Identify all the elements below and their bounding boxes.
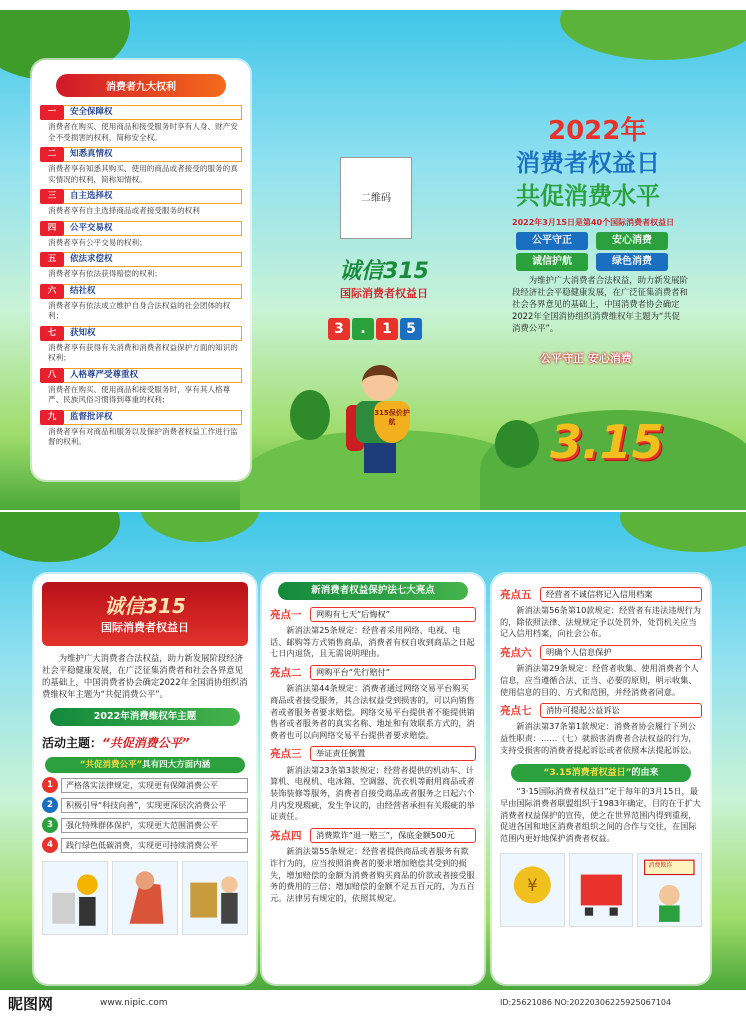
highlight-head <box>500 644 702 660</box>
right-number: 三 <box>40 189 64 204</box>
highlight-head <box>270 746 476 762</box>
direction-text: 践行绿色低碳消费，实现更可持续消费公平 <box>61 838 248 853</box>
right-description: 消费者在购买、使用商品和接受服务时享有人身、财产安全不受损害的权利，简称安全权。 <box>48 122 238 142</box>
law-highlights-list <box>270 606 476 905</box>
right-name: 获知权 <box>64 326 242 341</box>
law-highlight <box>270 746 476 824</box>
kid-legs <box>364 443 396 473</box>
rights-list <box>40 105 242 448</box>
highlight-head <box>500 586 702 602</box>
right-number: 五 <box>40 252 64 267</box>
watermark-url: www.nipic.com <box>100 998 168 1008</box>
sign-label: 消费欺诈 <box>648 861 673 869</box>
highlight-text: 新消法第23条第3款规定：经营者提供的机动车、计算机、电视机、电冰箱、空调器、洗衣机等耐用商品或者装饰装修等服务，消费者自接受商品或者服务之日起六个月内发现瑕疵，发生争议的，由经营者承担有关瑕疵的举证责任。 <box>270 764 475 822</box>
number-tile: 3 <box>328 318 350 340</box>
direction-item <box>42 817 248 833</box>
direction-number: 2 <box>42 797 58 813</box>
right-number: 四 <box>40 221 64 236</box>
right-head <box>40 284 242 299</box>
right-name: 依法求偿权 <box>64 252 242 267</box>
highlight-name: 经营者不诚信将记入信用档案 <box>540 587 702 602</box>
direction-text: 严格落实法律规定，实现更有保障消费公平 <box>61 778 248 793</box>
shield-icon: 315保价护航 <box>374 401 410 443</box>
directions-title-highlight: “共促消费公平” <box>79 760 143 770</box>
illustration-shopping <box>569 853 634 927</box>
origin-title-highlight: “3.15消费者权益日” <box>543 768 632 779</box>
origin-text: “3·15国际消费者权益日”定于每年的3月15日，最早由国际消费者联盟组织于1983年确定，目的在于扩大消费者权益保护的宣传，使之在世界范围内得到重视，促进各国和地区消费者组织之间的合作与交往，在国际范围内更好地保护消费者权益。 <box>500 786 701 844</box>
right-head <box>40 326 242 341</box>
integrity-315-badge <box>314 254 454 301</box>
cover-date-line: 2022年3月15日是第40个国际消费者权益日 <box>512 218 675 227</box>
highlight-tag: 亮点二 <box>270 666 302 679</box>
highlight-tag: 亮点三 <box>270 748 302 761</box>
tag-integrity: 诚信护航 <box>516 253 588 271</box>
right-head <box>40 221 242 236</box>
cover-paragraph: 为维护广大消费者合法权益，助力新发展阶段经济社会平稳健康发展，在广泛征集消费者和社会各界意见的基础上，中国消费者协会确定2022年全国消协组织消费维权年主题为“共促消费公平”。 <box>512 275 688 333</box>
law-highlight <box>270 606 476 660</box>
brochure-outer-side <box>0 10 746 510</box>
highlight-name: 网购平台“先行赔付” <box>310 665 476 680</box>
cover-slogan: 公平守正 安心消费 <box>540 352 632 365</box>
right-item <box>40 252 242 280</box>
right-number: 六 <box>40 284 64 299</box>
theme-value: “共促消费公平” <box>102 736 190 750</box>
tree-foliage <box>620 512 746 552</box>
right-item <box>40 284 242 322</box>
right-description: 消费者享有依法获得赔偿的权利； <box>48 269 162 278</box>
right-description: 消费者享有知悉其购买、使用的商品或者接受的服务的真实情况的权利，简称知情权。 <box>48 164 238 184</box>
highlight-head <box>270 664 476 680</box>
superhero-kid-illustration <box>340 365 420 475</box>
highlight-name: 网购有七天“后悔权” <box>310 607 476 622</box>
watermark-id: ID:25621086 NO:20220306225925067104 <box>500 998 672 1007</box>
highlight-text: 新消法第25条规定：经营者采用网络、电视、电话、邮购等方式销售商品，消费者有权自收到商品之日起七日内退货，且无需说明理由。 <box>270 625 475 659</box>
tree-foliage <box>560 10 746 60</box>
panel-theme <box>34 574 256 984</box>
highlight-text: 新消法第29条规定：经营者收集、使用消费者个人信息，应当遵循合法、正当、必要的原则，明示收集、使用信息的目的、方式和范围，并经消费者同意。 <box>500 663 699 697</box>
direction-item <box>42 837 248 853</box>
highlight-tag: 亮点七 <box>500 704 532 717</box>
small-tree <box>495 420 539 468</box>
tag-fair: 公平守正 <box>516 232 588 250</box>
highlight-tag: 亮点五 <box>500 588 532 601</box>
qr-code-placeholder: 二维码 <box>340 157 412 239</box>
tag-green: 绿色消费 <box>596 253 668 271</box>
tree-foliage <box>0 512 120 562</box>
right-head <box>40 252 242 267</box>
kid-head <box>362 365 398 401</box>
direction-number: 1 <box>42 777 58 793</box>
number-tile: 5 <box>400 318 422 340</box>
right-head <box>40 410 242 425</box>
right-item <box>40 221 242 249</box>
illustration-fraud-sign <box>637 853 702 927</box>
highlight-name: 消协可提起公益诉讼 <box>540 703 702 718</box>
highlight-tag: 亮点四 <box>270 829 302 842</box>
theme-paragraph: 为维护广大消费者合法权益，助力新发展阶段经济社会平稳健康发展，在广泛征集消费者和社会各界意见的基础上，中国消费者协会确定2022年全国消协组织消费维权年主题为“共促消费公平”。 <box>42 653 248 699</box>
theme-label: 活动主题： <box>42 736 103 750</box>
right-head <box>40 105 242 120</box>
illustration-money <box>500 853 565 927</box>
right-head <box>40 147 242 162</box>
theme-bar: 2022年消费维权年主题 <box>50 708 240 726</box>
panel-law-origin <box>492 574 710 984</box>
red-315-banner <box>42 582 248 646</box>
right-name: 公平交易权 <box>64 221 242 236</box>
badge-sub: 国际消费者权益日 <box>340 287 428 300</box>
highlight-text: 新消法第56条第10款规定：经营者有违法违规行为的，除依照法律、法规规定予以处罚外，处罚机关应当记入信用档案，向社会公布。 <box>500 605 701 639</box>
highlight-text: 新消法第55条规定：经营者提供商品或者服务有欺诈行为的，应当按照消费者的要求增加赔偿其受到的损失，增加赔偿的金额为消费者购买商品的价款或者接受服务的费用的三倍；增加赔偿的金额不足五百元的，为五百元。法律另有规定的，依照其规定。 <box>270 846 475 903</box>
law-highlight <box>500 644 702 698</box>
right-description: 消费者在购买、使用商品和接受服务时，享有其人格尊严、民族风俗习惯得到尊重的权利； <box>48 384 231 404</box>
right-description: 消费者享有获得有关消费和消费者权益保护方面的知识的权利； <box>48 342 238 362</box>
highlight-name: 举证责任倒置 <box>310 746 476 761</box>
direction-text: 积极引导“科技向善”，实现更深层次消费公平 <box>61 798 248 813</box>
cover-year: 2022年 <box>548 116 647 146</box>
highlight-text: 新消法第37条第1款规定：消费者协会履行下列公益性职责：……（七）就损害消费者合法权益的行为，支持受损害的消费者提起诉讼或者依照本法提起诉讼。 <box>500 721 697 755</box>
activity-theme <box>42 734 248 751</box>
highlight-name: 消费欺诈“退一赔三”，保底金额500元 <box>310 828 476 843</box>
right-name: 人格尊严受尊重权 <box>64 368 242 383</box>
right-name: 结社权 <box>64 284 242 299</box>
law-highlight <box>270 827 476 905</box>
tree-foliage <box>140 512 260 542</box>
panel-law-highlights <box>262 574 484 984</box>
law-highlight <box>270 664 476 742</box>
rights-title: 消费者九大权利 <box>56 74 226 97</box>
directions-list <box>42 777 248 853</box>
illustration-inspector <box>182 861 248 935</box>
number-tiles <box>328 318 422 340</box>
highlight-head <box>500 702 702 718</box>
right-number: 九 <box>40 410 64 425</box>
illustration-fist <box>112 861 178 935</box>
illustration-row <box>42 861 248 935</box>
right-description: 消费者享有依法成立维护自身合法权益的社会团体的权利； <box>48 300 231 320</box>
direction-item <box>42 777 248 793</box>
right-description: 消费者享有对商品和服务以及保护消费者权益工作进行监督的权利。 <box>48 426 238 446</box>
highlight-name: 明确个人信息保护 <box>540 645 702 660</box>
right-item <box>40 147 242 185</box>
origin-bar <box>511 764 691 782</box>
right-item <box>40 326 242 364</box>
law-highlight <box>500 702 702 756</box>
right-name: 知悉真情权 <box>64 147 242 162</box>
direction-number: 4 <box>42 837 58 853</box>
right-head <box>40 189 242 204</box>
right-description: 消费者享有公平交易的权利； <box>48 237 147 247</box>
brochure-inner-side <box>0 512 746 990</box>
right-name: 自主选择权 <box>64 189 242 204</box>
number-tile: . <box>352 318 374 340</box>
right-description: 消费者享有自主选择商品或者接受服务的权利 <box>48 206 200 215</box>
banner-sub: 国际消费者权益日 <box>101 621 189 634</box>
right-item <box>40 105 242 143</box>
right-item <box>40 410 242 448</box>
directions-bar <box>45 757 245 773</box>
direction-number: 3 <box>42 817 58 833</box>
right-item <box>40 189 242 217</box>
right-head <box>40 368 242 383</box>
right-number: 八 <box>40 368 64 383</box>
right-number: 一 <box>40 105 64 120</box>
number-tile: 1 <box>376 318 398 340</box>
badge-main: 诚信315 <box>339 259 429 284</box>
direction-text: 强化特殊群体保护，实现更大范围消费公平 <box>61 818 248 833</box>
highlight-tag: 亮点一 <box>270 608 302 621</box>
directions-title: 具有四大方面内涵 <box>142 760 211 770</box>
law-title: 新消费者权益保护法七大亮点 <box>278 582 468 600</box>
illustration-fraud <box>42 861 108 935</box>
cover-title-2: 共促消费水平 <box>516 182 660 210</box>
origin-title: 的由来 <box>631 768 659 779</box>
highlight-tag: 亮点六 <box>500 646 532 659</box>
right-name: 安全保障权 <box>64 105 242 120</box>
law-highlight <box>500 586 702 640</box>
tag-safe: 安心消费 <box>596 232 668 250</box>
right-number: 二 <box>40 147 64 162</box>
banner-main: 诚信315 <box>104 594 186 618</box>
small-tree <box>290 390 330 440</box>
highlight-head <box>270 606 476 622</box>
right-number: 七 <box>40 326 64 341</box>
highlight-head <box>270 827 476 843</box>
direction-item <box>42 797 248 813</box>
origin-illustrations <box>500 853 702 927</box>
svg-text:¥: ¥ <box>527 875 538 895</box>
big-315-logo: 3.15 <box>550 415 664 469</box>
cover-title-1: 消费者权益日 <box>516 149 660 177</box>
right-item <box>40 368 242 406</box>
watermark-logo: 昵图网 <box>8 995 54 1013</box>
law-highlights-list-continued <box>500 586 702 756</box>
consumer-rights-panel <box>32 60 250 480</box>
right-name: 监督批评权 <box>64 410 242 425</box>
highlight-text: 新消法第44条规定：消费者通过网络交易平台购买商品或者接受服务，其合法权益受到损害的，可以向销售者或者服务者要求赔偿。网络交易平台提供者不能提供销售者或者服务者的真实名称、地址和有效联系方式的，消费者也可以向网络交易平台提供者要求赔偿。 <box>270 683 475 740</box>
